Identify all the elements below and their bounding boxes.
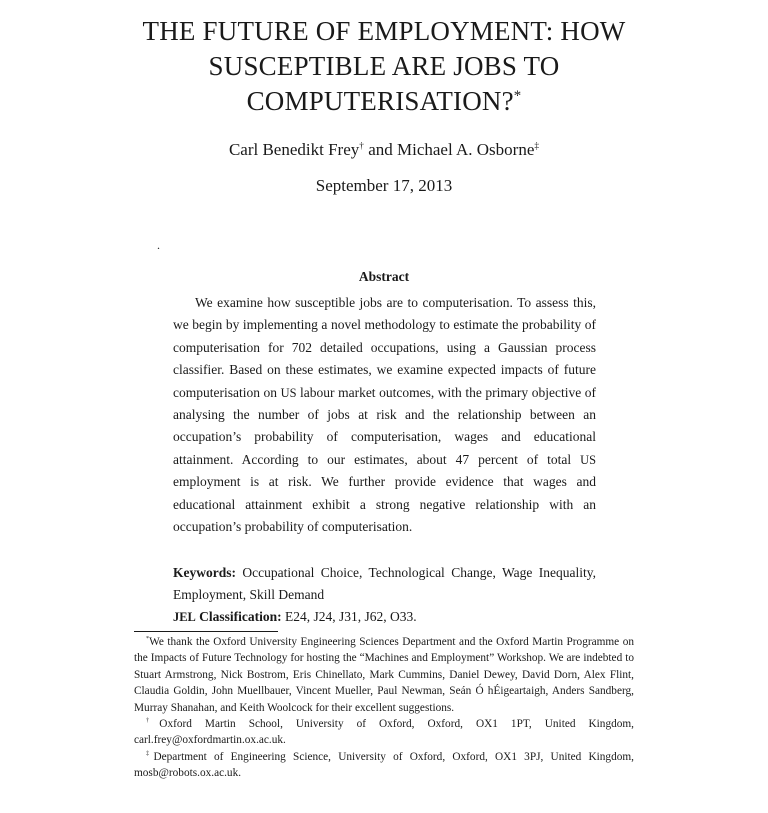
footnote-3-mark: ‡ bbox=[146, 750, 154, 758]
footnote-2-text: Oxford Martin School, University of Oxford, Oxford, OX1 1PT, United Kingdom, carl.frey@oxfordmartin.ox.ac.uk. bbox=[134, 718, 635, 747]
author-1: Carl Benedikt Frey bbox=[228, 140, 360, 159]
abstract-text-2: labour market outcomes, with the primary objective of analysing the number of jobs at risk and the relationship between an occupation’s probability of computerisation, wages and educational attainment. According to our estimates, about 47 percent of total bbox=[173, 384, 596, 467]
author-2-footnote-mark: ‡ bbox=[534, 141, 540, 152]
jel-codes: E24, J24, J31, J62, O33. bbox=[281, 609, 417, 624]
footnote-1 bbox=[134, 634, 634, 716]
footnote-2-mark: † bbox=[146, 717, 160, 725]
title-line-3 bbox=[0, 84, 768, 119]
abstract-body bbox=[173, 292, 596, 538]
footnote-rule bbox=[134, 631, 278, 632]
title-line-1: THE FUTURE OF EMPLOYMENT: HOW bbox=[142, 16, 626, 46]
abstract-text-3: employment is at risk. We further provide evidence that wages and educational attainment exhibit a strong negative relationship with an occupation’s probability of computerisation. bbox=[173, 474, 596, 535]
abstract-text-1: We examine how susceptible jobs are to computerisation. To assess this, we begin by implementing a novel methodology to estimate the probability of computerisation for 702 detailed occupations, using a Gaussian process classifier. Based on these estimates, we examine expected impacts of future computerisation on bbox=[173, 295, 596, 400]
jel-label-abbrev: JEL bbox=[173, 610, 196, 624]
keywords-text: Occupational Choice, Technological Change, Wage Inequality, Employment, Skill Demand bbox=[173, 565, 596, 603]
jel-classification bbox=[173, 606, 596, 628]
footnote-3-text: Department of Engineering Science, University of Oxford, Oxford, OX1 3PJ, United Kingdom, mosb@robots.ox.ac.uk. bbox=[134, 750, 634, 780]
footnote-1-mark: * bbox=[146, 635, 150, 643]
footnote-3 bbox=[134, 749, 634, 782]
footnote-1-text: We thank the Oxford University Engineering Sciences Department and the Oxford Martin Programme on the Impacts of Future Technology for hosting the “Machines and Employment” Workshop. We are indebted to Stuart Armstrong, Nick Bostrom, Eris Chinellato, Mark Cummins, Daniel Dewey, David Dorn, Alex Flint, Claudia Goldin, John Muellbauer, Vincent Mueller, Paul Newman, Seán Ó hÉigeartaigh, Anders Sandberg, Murray Shanahan, and Keith Woolcock for their excellent suggestions. bbox=[134, 636, 634, 714]
author-1-footnote-mark: † bbox=[359, 141, 364, 152]
title-footnote-mark: * bbox=[513, 88, 522, 104]
footnotes bbox=[134, 634, 634, 782]
abstract-us-2: US bbox=[580, 452, 596, 467]
publication-date: September 17, 2013 bbox=[315, 176, 453, 195]
title-line-3-text: COMPUTERISATION? bbox=[246, 86, 514, 116]
author-2: Michael A. Osborne bbox=[396, 140, 535, 159]
footnote-2 bbox=[134, 716, 634, 749]
stray-mark: . bbox=[157, 238, 160, 252]
author-line bbox=[0, 140, 768, 160]
paper-title bbox=[0, 14, 768, 119]
abstract-heading: Abstract bbox=[358, 269, 410, 284]
author-connector: and bbox=[363, 140, 397, 159]
title-line-2: SUSCEPTIBLE ARE JOBS TO bbox=[208, 51, 560, 81]
keywords-label: Keywords: bbox=[173, 565, 236, 580]
jel-label: Classification: bbox=[195, 609, 282, 624]
keywords bbox=[173, 562, 596, 607]
abstract-us-1: US bbox=[280, 385, 297, 400]
